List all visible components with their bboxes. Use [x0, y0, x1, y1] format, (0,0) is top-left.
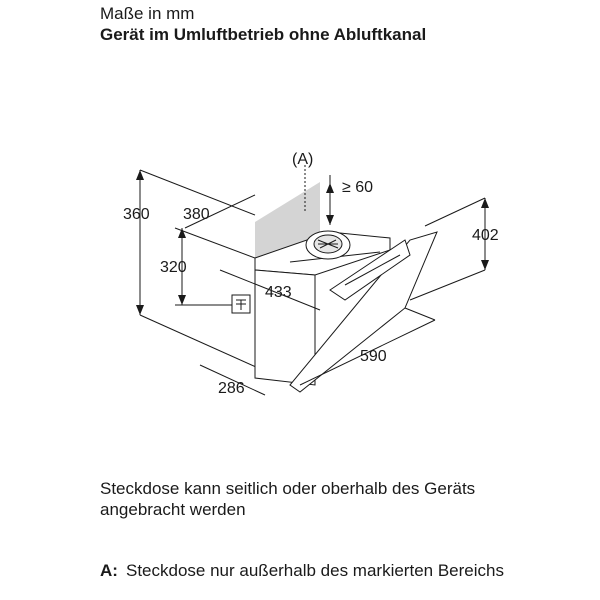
dim-402-label: 402: [472, 227, 499, 244]
socket-note: Steckdose kann seitlich oder oberhalb des Geräts angebracht werden: [100, 479, 476, 519]
units-label: Maße in mm: [100, 4, 195, 23]
dim-60-label: ≥ 60: [342, 179, 374, 196]
zone-marker-label: (A): [292, 151, 314, 168]
header: [100, 4, 426, 46]
diagram-title: Gerät im Umluftbetrieb ohne Abluftkanal: [100, 25, 427, 44]
dim-286-label: 286: [218, 380, 245, 397]
dim-320-label: 320: [160, 259, 187, 276]
footnote: [100, 560, 540, 581]
dim-590-label: 590: [360, 348, 387, 365]
dim-433-label: 433: [265, 284, 292, 301]
hood-dimension-drawing: [0, 130, 600, 420]
footnote-text: Steckdose nur außerhalb des markierten Bereichs: [126, 561, 504, 580]
dim-380-label: 380: [183, 206, 210, 223]
footnote-key: A:: [100, 561, 118, 580]
dim-360-label: 360: [123, 206, 150, 223]
